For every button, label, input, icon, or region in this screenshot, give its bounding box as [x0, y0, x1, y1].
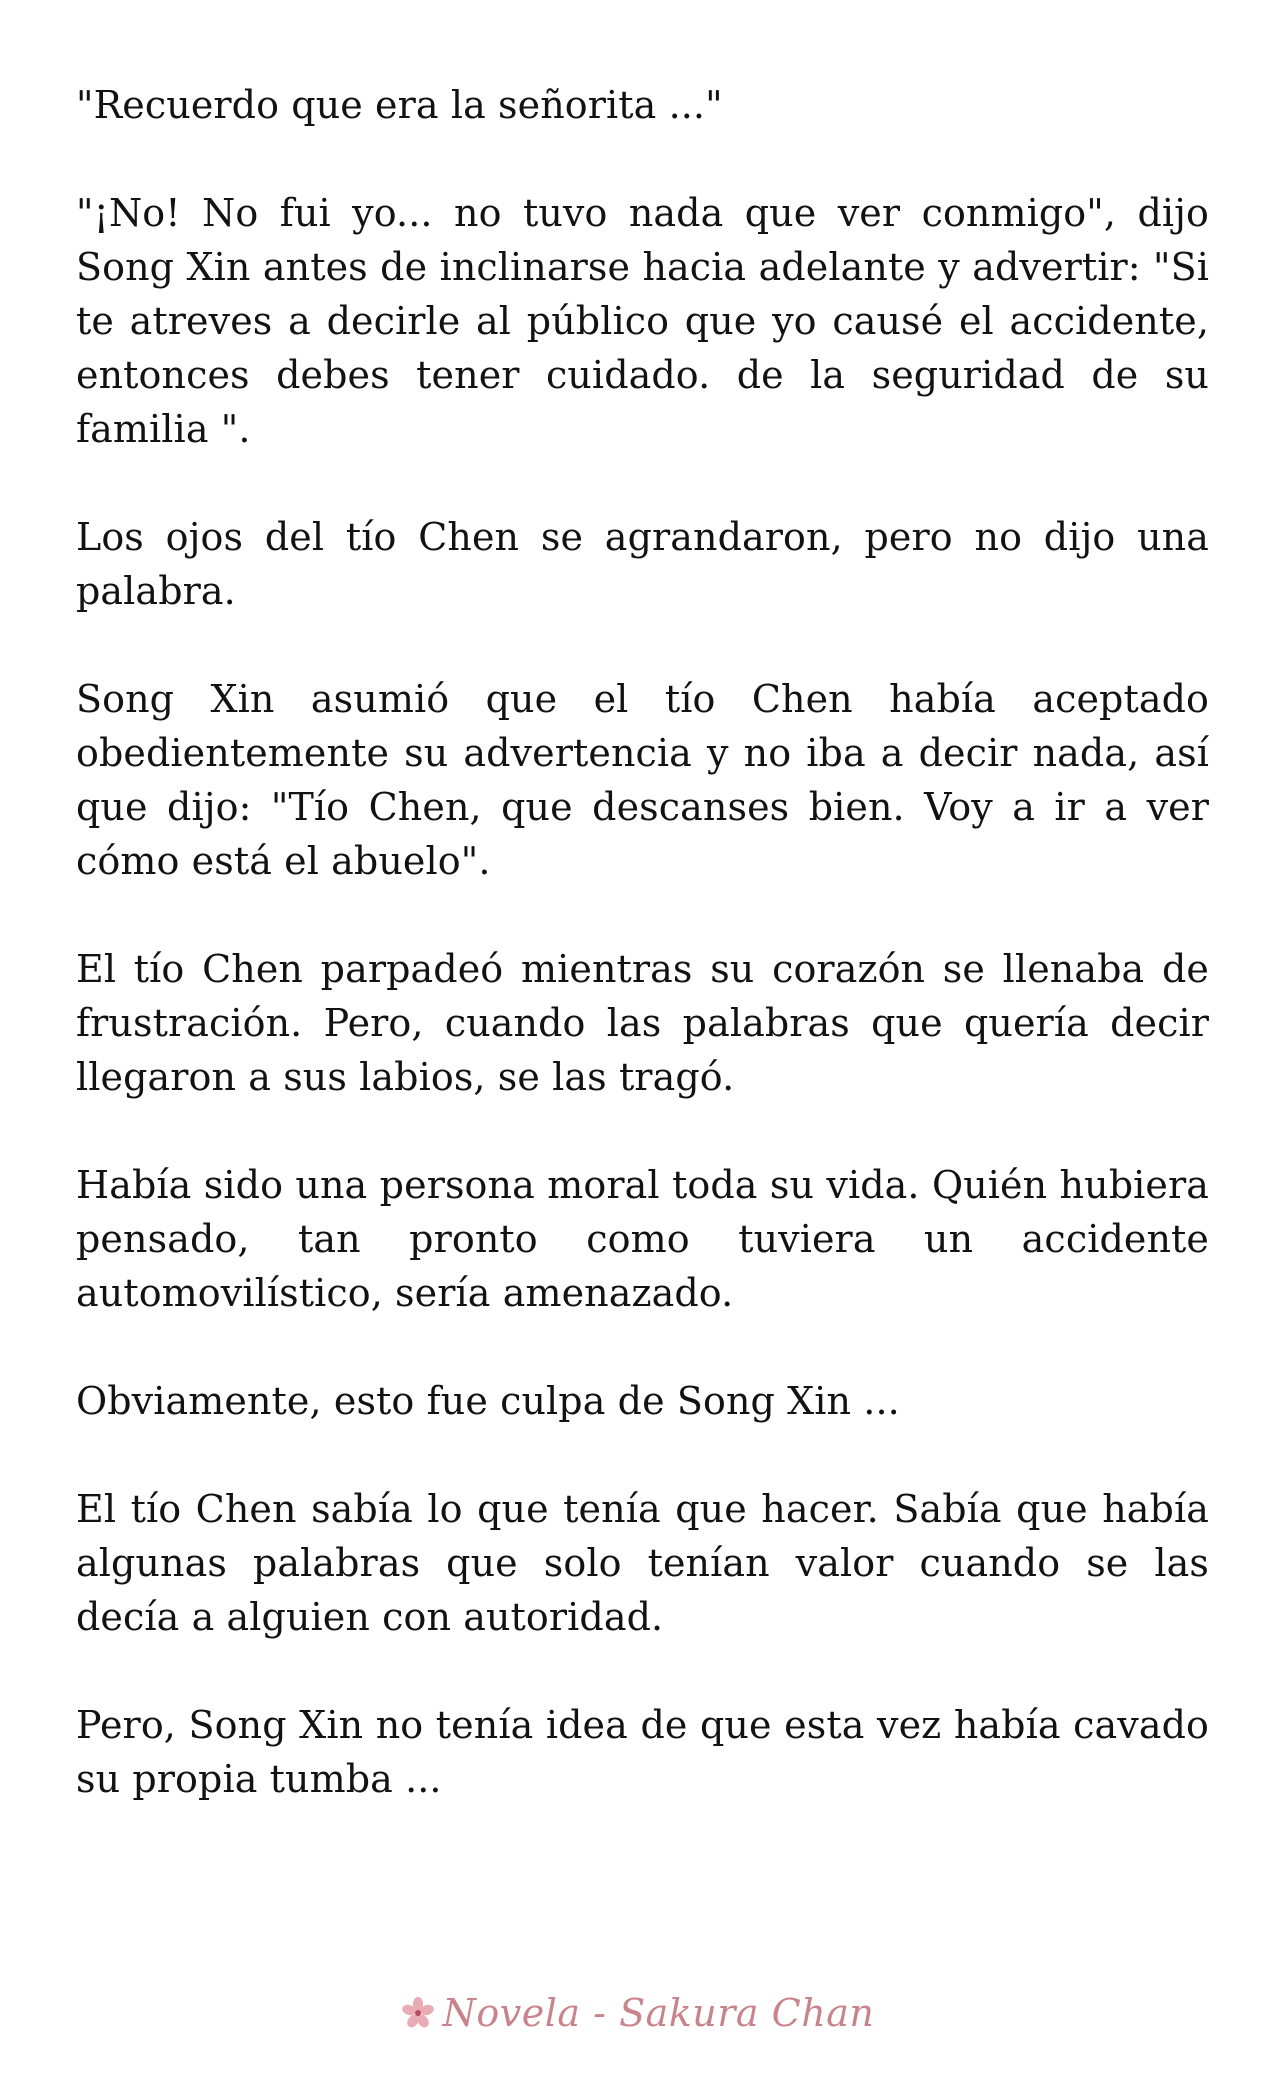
paragraph-9: Pero, Song Xin no tenía idea de que esta vez había cavado su propia tumba ... [76, 1703, 1209, 1801]
sakura-flower-icon [401, 1996, 435, 2030]
paragraph-4: Song Xin asumió que el tío Chen había aceptado obedientemente su advertencia y no iba a decir nada, así que dijo: "Tío Chen, que descanses bien. Voy a ir a ver cómo está el abuelo". [76, 677, 1209, 883]
paragraph-1: "Recuerdo que era la señorita ..." [76, 83, 723, 127]
paragraph-6: Había sido una persona moral toda su vida. Quién hubiera pensado, tan pronto como tuviera un accidente automovilístico, sería amenazado. [76, 1163, 1209, 1315]
paragraph-2: "¡No! No fui yo... no tuvo nada que ver conmigo", dijo Song Xin antes de inclinarse hacia adelante y advertir: "Si te atreves a decirle al público que yo causé el accidente, entonces debes tener cuidado. de la seguridad de su familia ". [76, 191, 1209, 451]
paragraph-5: El tío Chen parpadeó mientras su corazón se llenaba de frustración. Pero, cuando las palabras que quería decir llegaron a sus labios, se las tragó. [76, 947, 1209, 1099]
watermark-footer [0, 1978, 1275, 2048]
paragraph-7: Obviamente, esto fue culpa de Song Xin ... [76, 1379, 900, 1423]
paragraph-8: El tío Chen sabía lo que tenía que hacer. Sabía que había algunas palabras que solo tenían valor cuando se las decía a alguien con autoridad. [76, 1487, 1209, 1639]
paragraph-3: Los ojos del tío Chen se agrandaron, pero no dijo una palabra. [76, 515, 1209, 613]
watermark-text: Novela - Sakura Chan [442, 1991, 875, 2035]
